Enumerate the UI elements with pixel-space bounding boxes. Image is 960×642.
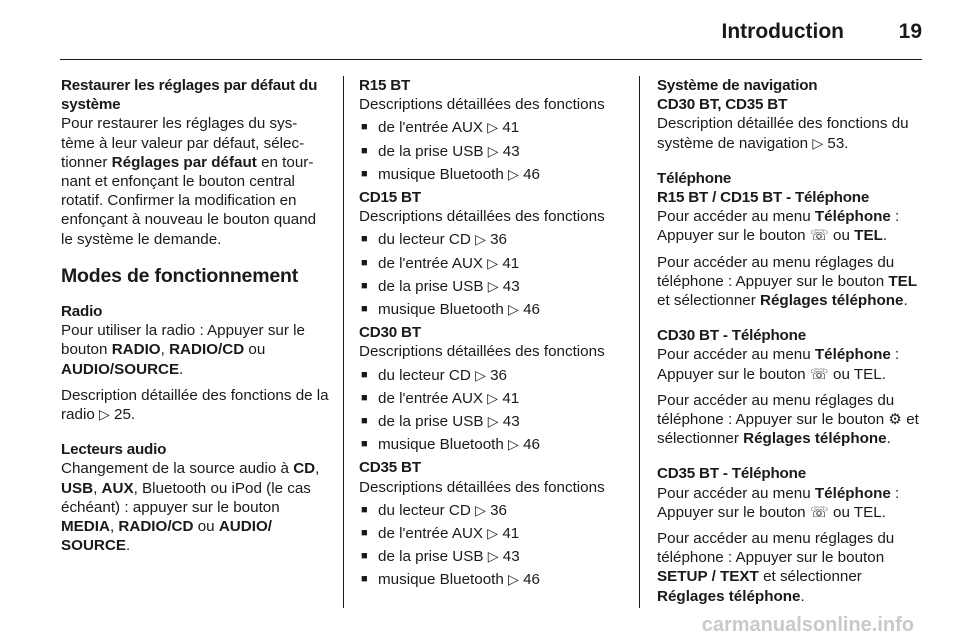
page-reference-arrow-icon: ▷ [508, 571, 519, 588]
page-ref[interactable]: 46 [523, 571, 540, 589]
list-item [359, 277, 631, 296]
navigation-heading: Système de navigation [657, 77, 818, 94]
menu-term: Réglages téléphone [743, 430, 887, 448]
column-middle [359, 76, 631, 594]
radio-text [61, 321, 329, 379]
text-run: : Appuyer sur le bouton [657, 346, 900, 383]
text-run: Pour accéder au menu [657, 484, 815, 502]
list-item-text: de l'entrée AUX [378, 254, 484, 272]
list-item-text: musique Bluetooth [378, 165, 504, 183]
list-item [359, 300, 631, 319]
list-item [359, 165, 631, 184]
menu-term: Téléphone [814, 346, 891, 364]
page-ref[interactable]: 41 [502, 119, 520, 137]
list-item-text: de la prise USB [378, 548, 484, 566]
radio-heading: Radio [61, 303, 103, 321]
list-item [359, 524, 631, 543]
phone-button-icon: ☏ [809, 503, 829, 521]
button-term: SETUP / TEXT [657, 568, 759, 586]
text-run: : Appuyer sur le bouton [657, 484, 900, 521]
navigation-models: CD30 BT, CD35 BT [657, 96, 788, 114]
column-divider [639, 76, 640, 608]
audio-players-text [61, 459, 329, 555]
list-item [359, 118, 631, 137]
page-ref[interactable]: 36 [490, 366, 508, 384]
page-ref[interactable]: 46 [523, 436, 540, 454]
function-list [359, 118, 631, 184]
text-run: Pour accéder au menu [657, 208, 815, 226]
model-description: Descriptions détaillées des fonctions [359, 96, 605, 114]
page-ref[interactable]: 41 [502, 389, 520, 407]
header-rule [60, 59, 922, 60]
list-item [359, 435, 631, 454]
text-run: , [315, 460, 320, 478]
menu-term: Réglages téléphone [760, 292, 904, 310]
button-term: CD [293, 460, 316, 478]
text-run: . [125, 537, 131, 555]
text-run: en tour-nant et enfonçant le bouton central rotatif. Confirmer la modification en enfonçant à nouveau le bouton quand le système le demande. [61, 153, 317, 248]
list-item-text: musique Bluetooth [378, 436, 504, 454]
text-run: Description détaillée des fonctions du système de navigation [657, 115, 909, 152]
phone-settings-text [657, 253, 929, 311]
text-run: ou TEL. [828, 365, 886, 383]
page-header [0, 0, 960, 60]
list-item [359, 501, 631, 520]
page-ref[interactable]: 43 [502, 548, 520, 566]
page-ref[interactable]: 25. [114, 406, 136, 424]
page-reference-arrow-icon: ▷ [487, 389, 499, 406]
list-item-text: musique Bluetooth [378, 571, 504, 589]
button-term: RADIO [111, 341, 161, 359]
function-list [359, 366, 631, 455]
page-reference-arrow-icon: ▷ [508, 301, 519, 318]
phone-subheading: R15 BT / CD15 BT - Téléphone [657, 189, 870, 207]
radio-description [61, 386, 329, 424]
page-ref[interactable]: 41 [502, 525, 520, 543]
list-item-text: musique Bluetooth [378, 301, 504, 319]
restore-defaults-heading: Restaurer les réglages par défaut du système [61, 77, 318, 114]
page-ref[interactable]: 46 [523, 301, 540, 319]
button-term: TEL [888, 272, 918, 290]
menu-term: Téléphone [814, 208, 891, 226]
section-title: Introduction [721, 20, 844, 43]
text-run: . [179, 360, 184, 378]
list-item-text: de l'entrée AUX [378, 389, 484, 407]
list-item [359, 412, 631, 431]
text-run: Pour restaurer les réglages du sys-tème à leur valeur par défaut, sélec-tionner [61, 115, 305, 171]
phone-subheading: CD35 BT - Téléphone [657, 465, 806, 483]
text-run: et sélectionner [657, 411, 919, 448]
model-heading: CD35 BT [359, 459, 421, 477]
text-run: ou [193, 518, 219, 536]
watermark: carmanualsonline.info [701, 614, 914, 636]
menu-term: Réglages par défaut [111, 153, 257, 171]
model-heading: CD30 BT [359, 324, 421, 342]
text-run: Description détaillée des fonctions de la radio [61, 386, 329, 424]
page-reference-arrow-icon: ▷ [487, 548, 499, 565]
menu-term: Téléphone [814, 484, 891, 502]
page-ref[interactable]: 46 [523, 165, 540, 183]
page-ref[interactable]: 53. [827, 134, 849, 152]
list-item [359, 366, 631, 385]
text-run: et sélectionner [657, 292, 760, 310]
list-item [359, 570, 631, 589]
page-reference-arrow-icon: ▷ [487, 254, 499, 271]
page-reference-arrow-icon: ▷ [475, 366, 486, 383]
page-reference-arrow-icon: ▷ [487, 277, 499, 294]
model-description: Descriptions détaillées des fonctions [359, 208, 605, 226]
text-run: Changement de la source audio à [61, 460, 294, 478]
button-term: MEDIA [61, 518, 110, 536]
page-reference-arrow-icon: ▷ [508, 165, 519, 182]
page-ref[interactable]: 36 [490, 231, 508, 249]
model-description: Descriptions détaillées des fonctions [359, 478, 605, 496]
column-left [61, 76, 329, 555]
column-divider [343, 76, 344, 608]
text-run: ou [828, 227, 855, 245]
page-ref[interactable]: 41 [502, 254, 520, 272]
restore-defaults-text [61, 114, 329, 248]
phone-button-icon: ☏ [809, 227, 829, 245]
page-ref[interactable]: 43 [502, 142, 520, 160]
phone-text [657, 345, 929, 383]
text-run: Pour utiliser la radio : Appuyer sur le bouton [61, 322, 305, 359]
function-list [359, 501, 631, 590]
text-run: . [903, 292, 908, 310]
list-item [359, 230, 631, 249]
column-right [657, 76, 929, 606]
text-run: Pour accéder au menu réglages du téléphone : Appuyer sur le bouton [657, 253, 895, 290]
phone-text [657, 207, 929, 245]
model-description: Descriptions détaillées des fonctions [359, 343, 605, 361]
phone-button-icon: ☏ [809, 365, 829, 383]
list-item-text: de la prise USB [378, 142, 484, 160]
list-item-text: de l'entrée AUX [378, 525, 484, 543]
text-run: , [109, 518, 119, 536]
text-run: Pour accéder au menu réglages du téléphone : Appuyer sur le bouton [657, 391, 895, 429]
list-item [359, 547, 631, 566]
text-run: ou [244, 341, 266, 359]
phone-settings-text [657, 391, 929, 449]
model-heading: CD15 BT [359, 189, 421, 207]
button-term: AUDIO/SOURCE [61, 360, 180, 378]
list-item [359, 389, 631, 408]
page-reference-arrow-icon: ▷ [487, 525, 499, 542]
page-ref[interactable]: 36 [490, 501, 508, 519]
page-number: 19 [898, 20, 922, 43]
list-item [359, 142, 631, 161]
text-run: . [886, 430, 891, 448]
phone-text [657, 484, 929, 522]
list-item-text: de l'entrée AUX [378, 119, 484, 137]
phone-heading: Téléphone [657, 169, 732, 187]
page-reference-arrow-icon: ▷ [812, 134, 824, 151]
text-run: , Bluetooth ou iPod (le cas échéant) : appuyer sur le bouton [61, 479, 311, 516]
button-term: AUX [101, 479, 134, 497]
phone-settings-text [657, 529, 929, 606]
button-term: USB [61, 479, 94, 497]
list-item-text: du lecteur CD [378, 501, 471, 519]
settings-button-icon: ⚙ [888, 411, 902, 429]
model-heading: R15 BT [359, 77, 411, 94]
text-run: et sélectionner [758, 568, 862, 586]
list-item-text: du lecteur CD [378, 231, 471, 249]
list-item-text: de la prise USB [378, 277, 484, 295]
text-run: . [800, 587, 805, 605]
button-term: TEL [854, 227, 883, 245]
list-item [359, 254, 631, 273]
text-run: ou TEL. [828, 503, 886, 521]
page-ref[interactable]: 43 [502, 413, 520, 431]
page-reference-arrow-icon: ▷ [99, 406, 110, 423]
page-reference-arrow-icon: ▷ [508, 436, 519, 453]
button-term: RADIO/CD [169, 341, 245, 359]
function-list [359, 230, 631, 319]
menu-term: Réglages téléphone [657, 587, 801, 605]
modes-heading: Modes de fonctionnement [61, 264, 298, 287]
text-run: Pour accéder au menu [657, 346, 815, 364]
button-term: AUDIO/ SOURCE [61, 518, 272, 555]
navigation-description [657, 114, 929, 152]
page-reference-arrow-icon: ▷ [487, 413, 499, 430]
page-reference-arrow-icon: ▷ [487, 142, 499, 159]
page-reference-arrow-icon: ▷ [475, 231, 486, 248]
text-run: , [160, 341, 170, 359]
page-ref[interactable]: 43 [502, 277, 520, 295]
page-reference-arrow-icon: ▷ [475, 501, 486, 518]
text-run: , [93, 479, 102, 497]
text-run: Pour accéder au menu réglages du téléphone : Appuyer sur le bouton [657, 530, 895, 567]
text-run: . [882, 227, 888, 245]
list-item-text: de la prise USB [378, 413, 484, 431]
audio-players-heading: Lecteurs audio [61, 441, 167, 459]
button-term: RADIO/CD [118, 518, 194, 536]
phone-subheading: CD30 BT - Téléphone [657, 327, 806, 345]
page-reference-arrow-icon: ▷ [487, 119, 499, 136]
list-item-text: du lecteur CD [378, 366, 471, 384]
text-run: : Appuyer sur le bouton [657, 208, 900, 245]
